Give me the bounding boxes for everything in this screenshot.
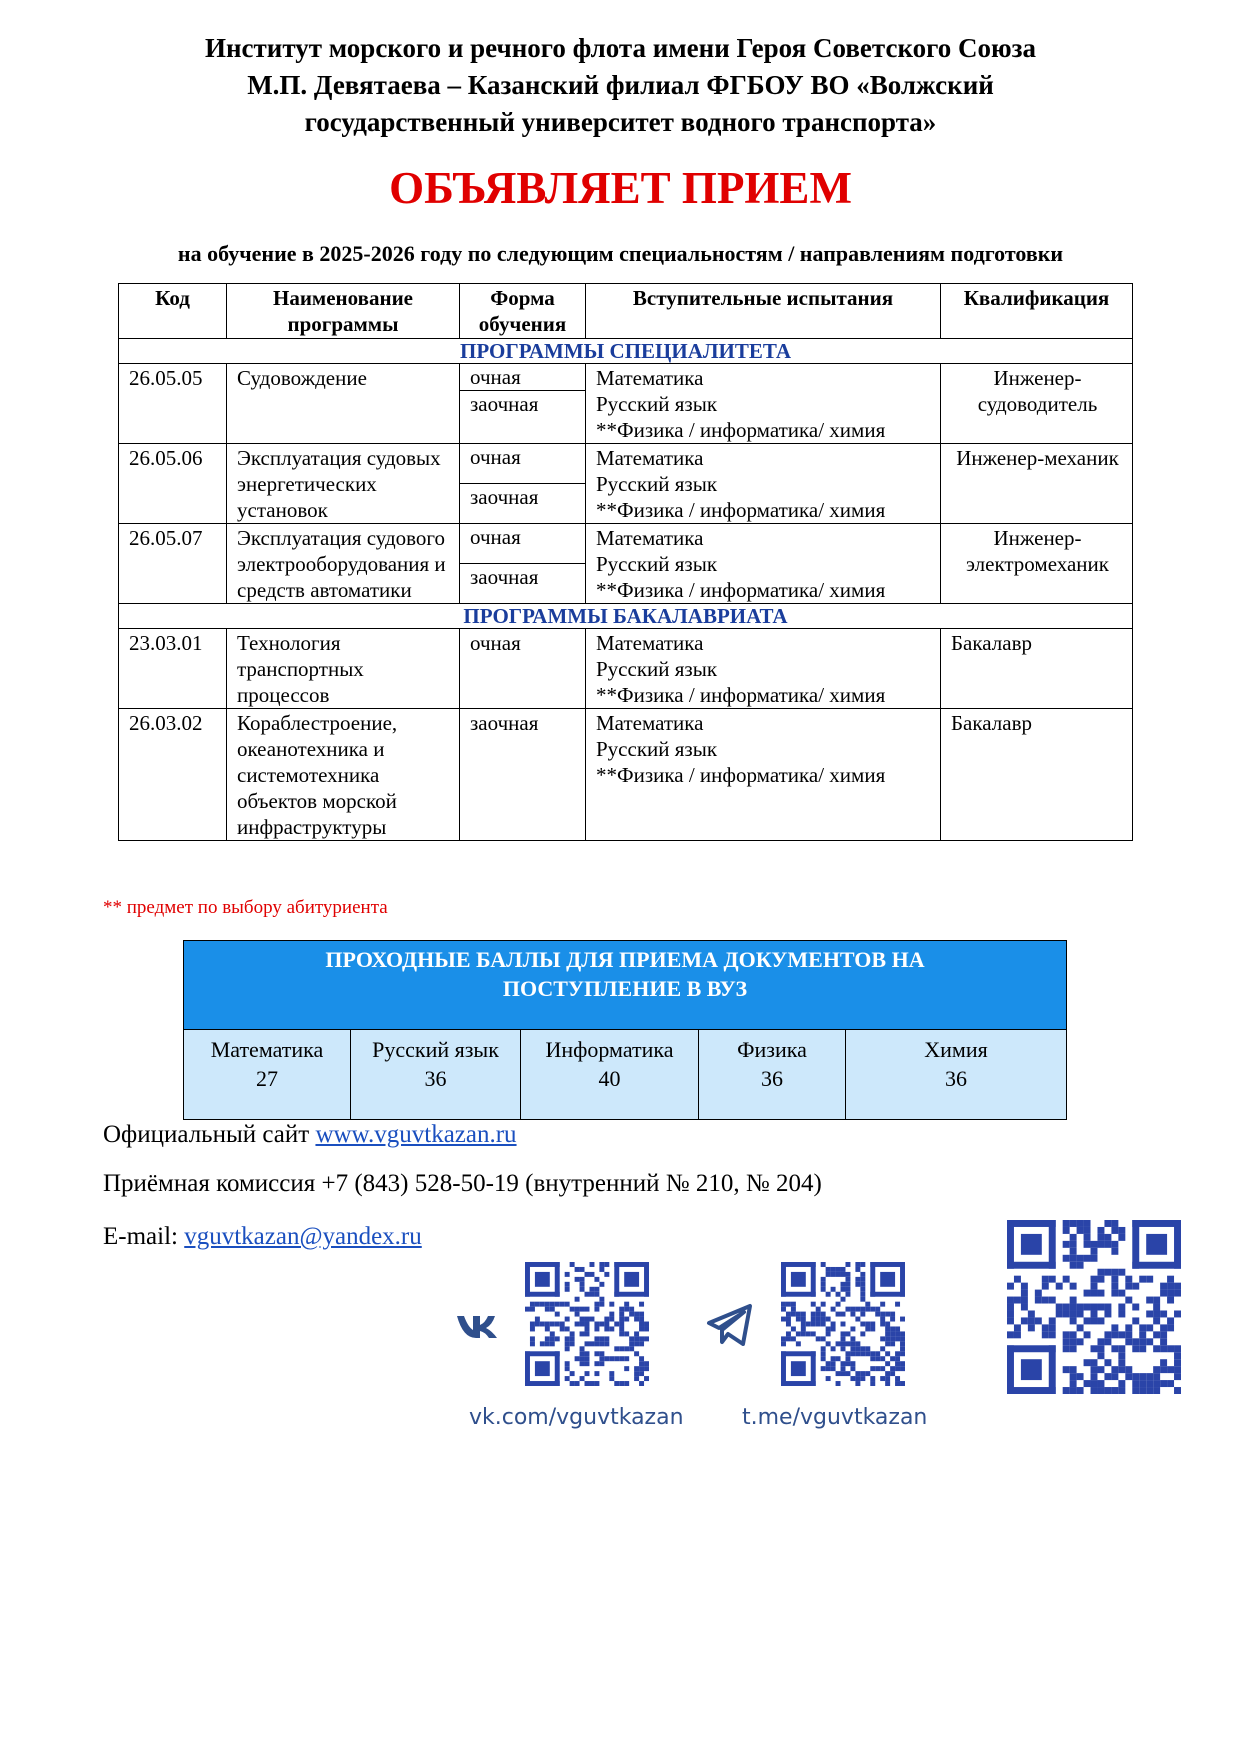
section-specialist: ПРОГРАММЫ СПЕЦИАЛИТЕТА: [119, 339, 1133, 364]
table-row: [119, 364, 1133, 391]
exam-item: Математика: [596, 711, 704, 735]
score-cell-math: [184, 1030, 351, 1120]
subject-name: Информатика: [545, 1037, 674, 1062]
qualification: Инженер-механик: [941, 444, 1133, 524]
exam-item: Русский язык: [596, 737, 718, 761]
scores-title-line-1: ПРОХОДНЫЕ БАЛЛЫ ДЛЯ ПРИЕМА ДОКУМЕНТОВ НА: [325, 947, 925, 972]
vk-qr-code[interactable]: [525, 1262, 649, 1386]
program-code: 26.05.06: [119, 444, 227, 524]
exam-item: Математика: [596, 366, 704, 390]
subject-name: Русский язык: [372, 1037, 499, 1062]
subject-score: 36: [945, 1066, 967, 1091]
table-row: [119, 524, 1133, 564]
qualification: Инженер-электромеханик: [941, 524, 1133, 604]
vk-caption[interactable]: vk.com/vguvtkazan: [469, 1405, 684, 1430]
qualification: Бакалавр: [941, 709, 1133, 841]
score-cell-russian: [351, 1030, 521, 1120]
scores-title: [184, 941, 1067, 1030]
exam-item: **Физика / информатика/ химия: [596, 418, 886, 442]
exam-item: Математика: [596, 446, 704, 470]
subject-score: 36: [424, 1066, 447, 1091]
program-name: Технология транспортных процессов: [227, 629, 460, 709]
program-code: 26.03.02: [119, 709, 227, 841]
email-line: [103, 1221, 422, 1253]
form-fulltime: очная: [460, 364, 586, 391]
exam-item: Математика: [596, 526, 704, 550]
subject-name: Математика: [210, 1037, 324, 1062]
subject-score: 27: [256, 1066, 278, 1091]
vk-icon[interactable]: [455, 1313, 499, 1344]
institute-header: [0, 30, 1241, 141]
table-row: [119, 629, 1133, 709]
form-fulltime: очная: [460, 444, 586, 484]
score-cell-chemistry: [846, 1030, 1067, 1120]
footnote: ** предмет по выбору абитуриента: [103, 897, 388, 918]
form-correspondence: заочная: [460, 709, 586, 841]
exams-cell: [586, 629, 941, 709]
subject-score: 40: [598, 1066, 621, 1091]
site-link[interactable]: www.vguvtkazan.ru: [315, 1121, 517, 1148]
form-correspondence: заочная: [460, 391, 586, 444]
email-label: E-mail:: [103, 1223, 185, 1250]
site-label: Официальный сайт: [103, 1121, 316, 1148]
scores-title-line-2: ПОСТУПЛЕНИЕ В ВУЗ: [502, 976, 748, 1001]
subject-name: Физика: [737, 1037, 807, 1062]
subtitle: на обучение в 2025-2026 году по следующим специальностям / направлениям подготовки: [177, 241, 1064, 266]
exams-cell: [586, 524, 941, 604]
header-code: Код: [119, 284, 227, 339]
site-qr-code[interactable]: [1007, 1220, 1181, 1394]
exams-cell: [586, 709, 941, 841]
exams-cell: [586, 364, 941, 444]
program-code: 23.03.01: [119, 629, 227, 709]
program-name: Эксплуатация судовых энергетических установок: [227, 444, 460, 524]
score-cell-physics: [699, 1030, 846, 1120]
exams-cell: [586, 444, 941, 524]
telegram-caption[interactable]: t.me/vguvtkazan: [742, 1405, 928, 1430]
form-fulltime: очная: [460, 629, 586, 709]
exam-item: **Физика / информатика/ химия: [596, 498, 886, 522]
program-code: 26.05.05: [119, 364, 227, 444]
form-fulltime: очная: [460, 524, 586, 564]
header-exams: Вступительные испытания: [586, 284, 941, 339]
exam-item: Русский язык: [596, 552, 718, 576]
form-correspondence: заочная: [460, 484, 586, 524]
email-link[interactable]: vguvtkazan@yandex.ru: [184, 1223, 422, 1250]
official-site-line: [103, 1119, 517, 1151]
exam-item: Русский язык: [596, 392, 718, 416]
section-bachelor: ПРОГРАММЫ БАКАЛАВРИАТА: [119, 604, 1133, 629]
header-line-2: М.П. Девятаева – Казанский филиал ФГБОУ ВО «Волжский: [247, 70, 994, 100]
table-header-row: [119, 284, 1133, 339]
header-name: Наименование программы: [227, 284, 460, 339]
admission-phone: Приёмная комиссия +7 (843) 528-50-19 (внутренний № 210, № 204): [103, 1170, 822, 1197]
exam-item: **Физика / информатика/ химия: [596, 683, 886, 707]
announce-title: ОБЪЯВЛЯЕТ ПРИЕМ: [389, 163, 852, 213]
program-code: 26.05.07: [119, 524, 227, 604]
program-name: Эксплуатация судового электрооборудования и средств автоматики: [227, 524, 460, 604]
qualification: Инженер-судоводитель: [941, 364, 1133, 444]
header-line-3: государственный университет водного транспорта»: [304, 107, 937, 137]
subject-name: Химия: [924, 1037, 988, 1062]
header-qualification: Квалификация: [941, 284, 1133, 339]
table-row: [119, 444, 1133, 484]
exam-item: **Физика / информатика/ химия: [596, 578, 886, 602]
header-line-1: Институт морского и речного флота имени Героя Советского Союза: [204, 33, 1036, 63]
qualification: Бакалавр: [941, 629, 1133, 709]
passing-scores-table: [183, 940, 1067, 1120]
program-name: Судовождение: [227, 364, 460, 444]
exam-item: Русский язык: [596, 472, 718, 496]
table-row: [119, 709, 1133, 841]
exam-item: Математика: [596, 631, 704, 655]
telegram-icon[interactable]: [706, 1302, 754, 1353]
header-form: Форма обучения: [460, 284, 586, 339]
exam-item: **Физика / информатика/ химия: [596, 763, 886, 787]
telegram-qr-code[interactable]: [781, 1262, 905, 1386]
program-name: Кораблестроение, океанотехника и системотехника объектов морской инфраструктуры: [227, 709, 460, 841]
score-cell-informatics: [521, 1030, 699, 1120]
exam-item: Русский язык: [596, 657, 718, 681]
subject-score: 36: [761, 1066, 783, 1091]
programs-table: [118, 283, 1133, 841]
form-correspondence: заочная: [460, 564, 586, 604]
